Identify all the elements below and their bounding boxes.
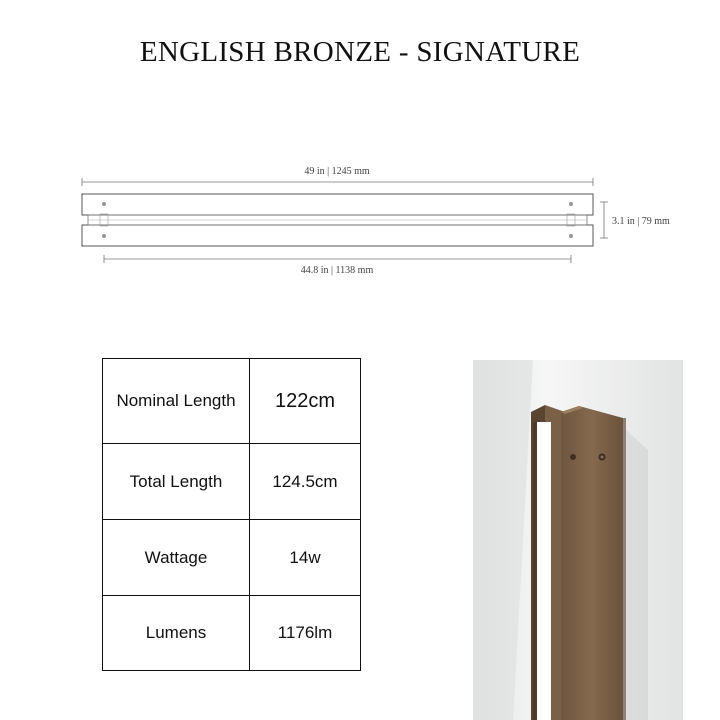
mount-length-label: 44.8 in | 1138 mm <box>300 265 374 276</box>
mount-screw <box>102 202 106 206</box>
spec-label: Lumens <box>103 596 250 671</box>
spec-label: Nominal Length <box>103 359 250 444</box>
spec-value: 122cm <box>250 359 361 444</box>
fixture-photo <box>531 405 648 720</box>
table-row <box>103 444 361 520</box>
dimension-drawing <box>0 150 720 285</box>
mount-screw <box>569 234 573 238</box>
spec-label: Total Length <box>103 444 250 520</box>
spec-label: Wattage <box>103 520 250 596</box>
product-photo <box>473 360 683 720</box>
fixture-outline <box>82 194 593 246</box>
spec-value: 14w <box>250 520 361 596</box>
page-title: ENGLISH BRONZE - SIGNATURE <box>139 36 581 68</box>
table-row <box>103 359 361 444</box>
height-label: 3.1 in | 79 mm <box>612 216 670 227</box>
spec-value: 1176lm <box>250 596 361 671</box>
mount-screw <box>102 234 106 238</box>
mount-screw <box>569 202 573 206</box>
overall-length-label: 49 in | 1245 mm <box>304 166 370 177</box>
table-row <box>103 596 361 671</box>
spec-table <box>102 358 361 671</box>
spec-value: 124.5cm <box>250 444 361 520</box>
table-row <box>103 520 361 596</box>
